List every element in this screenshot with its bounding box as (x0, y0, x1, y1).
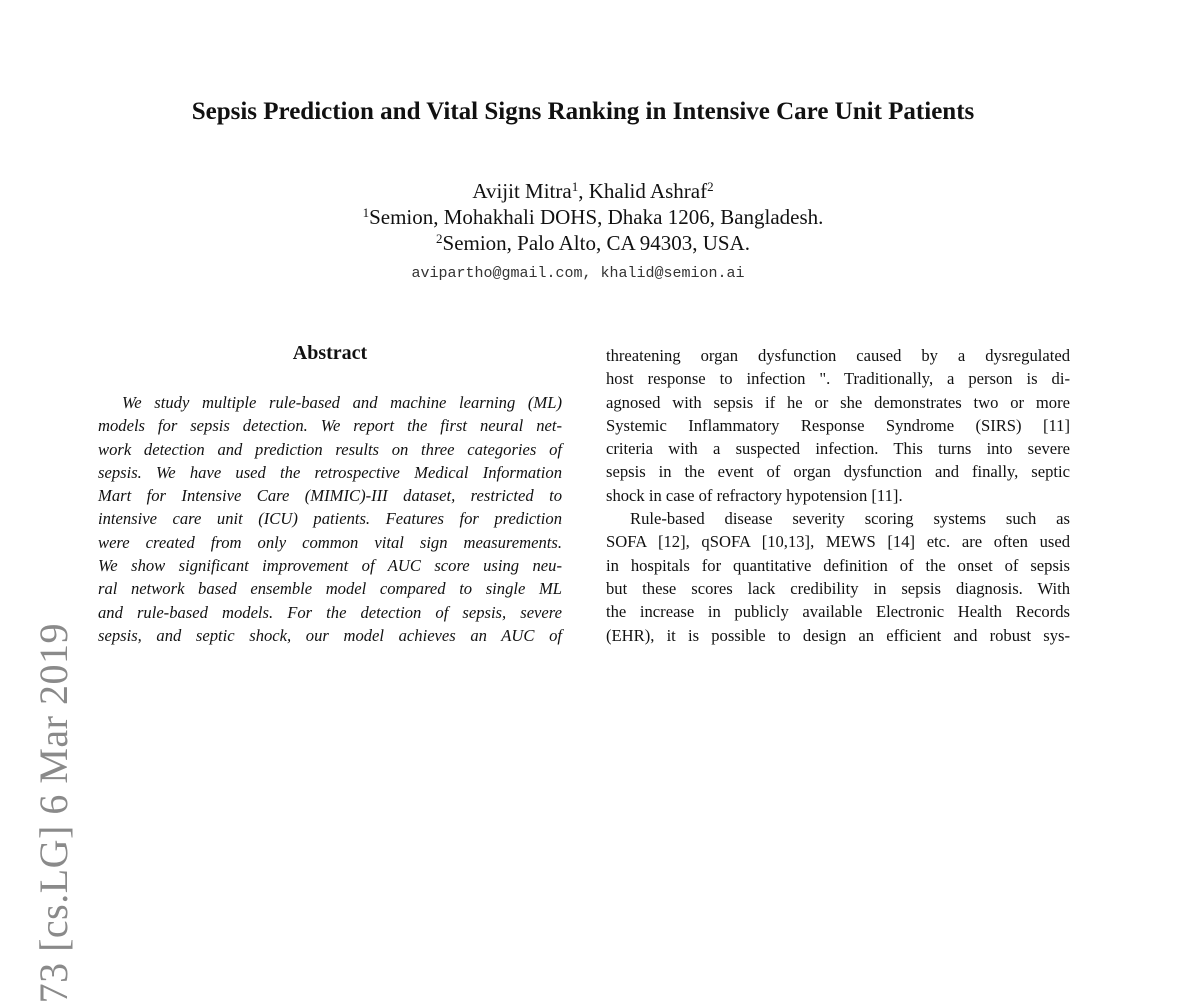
body-line: (EHR), it is possible to design an efficient and robust sys- (606, 625, 1070, 645)
body-line: shock in case of refractory hypotension [11]. (606, 485, 903, 505)
affiliation-mark: 2 (436, 231, 443, 246)
body-line: the increase in publicly available Electronic Health Records (606, 602, 1070, 622)
body-line: agnosed with sepsis if he or she demonstrates two or more (606, 392, 1070, 412)
abstract-line: and rule-based models. For the detection of sepsis, severe (98, 602, 562, 622)
abstract-body (98, 391, 562, 647)
affiliation-text: Semion, Mohakhali DOHS, Dhaka 1206, Bangladesh. (369, 205, 824, 229)
abstract-line: ral network based ensemble model compared to single ML (98, 579, 562, 599)
body-line: Rule-based disease severity scoring systems such as (630, 509, 1070, 529)
abstract-line: Mart for Intensive Care (MIMIC)-III dataset, restricted to (98, 486, 562, 506)
affiliation (0, 230, 1186, 256)
author-separator: , (578, 179, 589, 203)
author-block (0, 178, 1186, 256)
arxiv-identifier (30, 278, 76, 1003)
paper-title: Sepsis Prediction and Vital Signs Ranking in Intensive Care Unit Patients (191, 98, 975, 125)
body-line: SOFA [12], qSOFA [10,13], MEWS [14] etc. are often used (606, 532, 1070, 552)
author-name: Avijit Mitra (472, 179, 572, 203)
body-line: threatening organ dysfunction caused by a dysregulated (606, 346, 1070, 365)
body-line: but these scores lack credibility in sepsis diagnosis. With (606, 578, 1070, 598)
abstract-line: intensive care unit (ICU) patients. Features for prediction (98, 509, 562, 529)
arxiv-identifier-text: 73 [cs.LG] 6 Mar 2019 (31, 623, 76, 1003)
body-line: in hospitals for quantitative definition of the onset of sepsis (606, 555, 1070, 575)
affiliation (0, 204, 1186, 230)
author-affiliation-mark: 1 (571, 179, 579, 194)
abstract-line: sepsis, and septic shock, our model achieves an AUC of (98, 625, 562, 645)
body-line: sepsis in the event of organ dysfunction and finally, septic (606, 462, 1070, 482)
abstract-line: were created from only common vital sign measurements. (98, 532, 562, 552)
author-names (0, 178, 1186, 204)
author-name: Khalid Ashraf (588, 179, 708, 203)
abstract-line: We study multiple rule-based and machine learning (ML) (122, 393, 562, 412)
body-line: host response to infection ". Traditionally, a person is di- (606, 369, 1070, 389)
affiliation-text: Semion, Palo Alto, CA 94303, USA. (442, 231, 750, 255)
abstract-line: sepsis. We have used the retrospective Medical Information (98, 462, 562, 482)
body-line: criteria with a suspected infection. This turns into severe (606, 439, 1070, 459)
abstract-line: models for sepsis detection. We report the first neural net- (98, 416, 562, 436)
author-affiliation-mark: 2 (707, 179, 714, 194)
abstract-line: We show significant improvement of AUC score using neu- (98, 556, 562, 576)
abstract-heading: Abstract (292, 342, 368, 364)
author-emails: avipartho@gmail.com, khalid@semion.ai (411, 265, 745, 282)
affiliation-mark: 1 (362, 205, 370, 220)
body-text-column (606, 344, 1070, 647)
abstract-line: work detection and prediction results on three categories of (98, 439, 562, 459)
body-line: Systemic Inflammatory Response Syndrome (SIRS) [11] (606, 415, 1070, 435)
